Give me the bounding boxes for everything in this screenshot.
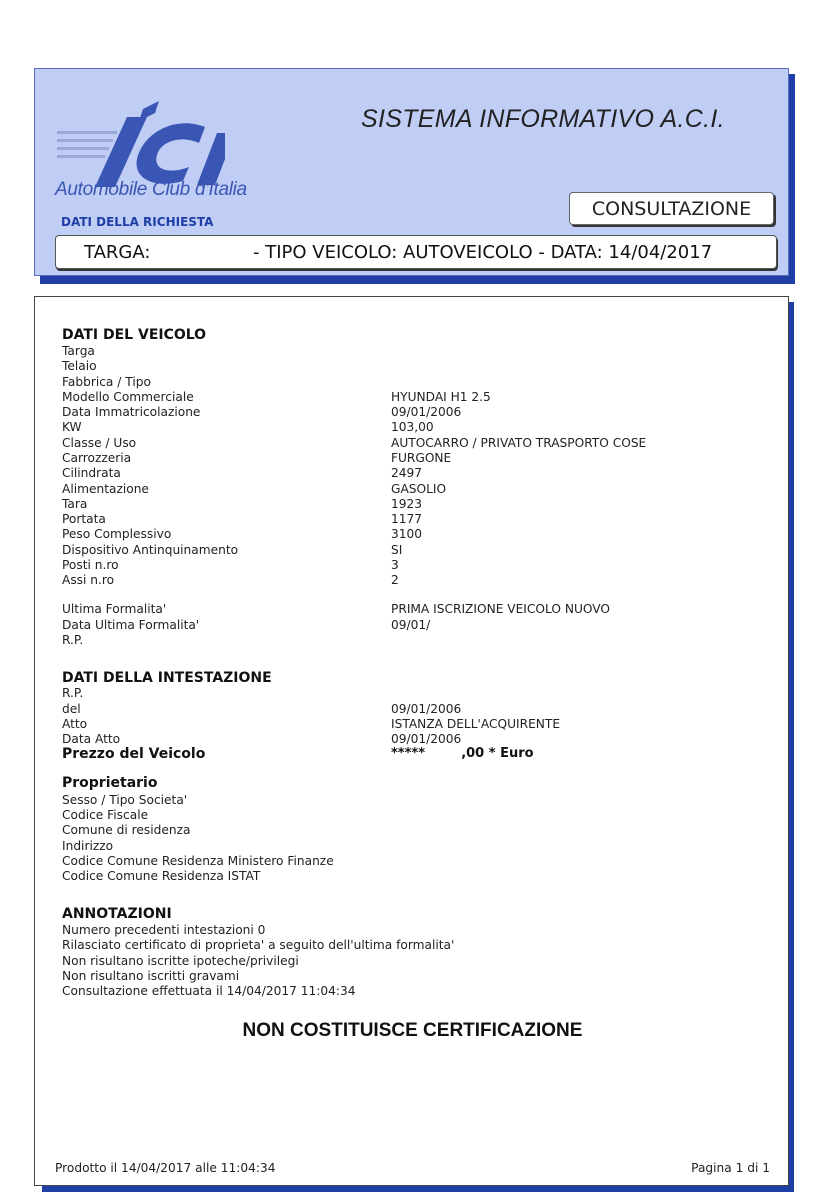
owner-row: Codice Comune Residenza ISTAT [62,869,261,883]
vehicle-row [62,375,762,390]
row-value: 2497 [391,466,423,480]
vehicle-row [62,482,762,497]
row-value: 1923 [391,497,423,511]
row-label: Ultima Formalita' [62,602,167,616]
vehicle-row [62,436,762,451]
price-label: Prezzo del Veicolo [62,746,206,762]
annotation-line: Non risultano iscritti gravami [62,969,240,983]
row-label: Data Immatricolazione [62,405,201,419]
row-label: Telaio [62,359,97,373]
vehicle-row [62,420,762,435]
row-label: Portata [62,512,106,526]
row-value: 2 [391,573,399,587]
owner-row: Codice Fiscale [62,808,149,822]
annotation-line: Rilasciato certificato di proprieta' a seguito dell'ultima formalita' [62,938,455,952]
row-label: KW [62,420,82,434]
row-label: Modello Commerciale [62,390,194,404]
vehicle-row [62,405,762,420]
row-label: Fabbrica / Tipo [62,375,151,389]
annotation-line: Non risultano iscritte ipoteche/privilegi [62,954,299,968]
vehicle-row [62,527,762,542]
row-value: FURGONE [391,451,452,465]
row-label: Peso Complessivo [62,527,172,541]
row-label: Cilindrata [62,466,121,480]
row-value: PRIMA ISCRIZIONE VEICOLO NUOVO [391,602,610,616]
vehicle-row [62,451,762,466]
system-title: SISTEMA INFORMATIVO A.C.I. [361,105,725,133]
row-value: 09/01/2006 [391,732,462,746]
annotations-section-title: ANNOTAZIONI [62,906,172,922]
row-label: Data Atto [62,732,121,746]
vehicle-section-title: DATI DEL VEICOLO [62,327,207,343]
ownership-row [62,686,762,701]
formality-row [62,618,762,633]
vehicle-row [62,543,762,558]
row-label: R.P. [62,686,84,700]
annotation-line: Consultazione effettuata il 14/04/2017 11:04:34 [62,984,356,998]
price-value: ***** ,00 * Euro [391,746,534,761]
row-label: Posti n.ro [62,558,119,572]
row-label: Assi n.ro [62,573,115,587]
vehicle-row [62,497,762,512]
row-value: SI [391,543,403,557]
row-value: GASOLIO [391,482,447,496]
vehicle-price-row [62,746,762,764]
formality-row [62,602,762,617]
ownership-row [62,732,762,747]
vehicle-row [62,512,762,527]
vehicle-row [62,558,762,573]
row-label: Classe / Uso [62,436,137,450]
vehicle-row [62,390,762,405]
row-value: 103,00 [391,420,434,434]
row-value: AUTOCARRO / PRIVATO TRASPORTO COSE [391,436,647,450]
ownership-row [62,702,762,717]
row-value: 3100 [391,527,423,541]
ownership-section-title: DATI DELLA INTESTAZIONE [62,670,272,686]
annotation-line: Numero precedenti intestazioni 0 [62,923,266,937]
header-panel [34,68,789,276]
footer-page-number: Pagina 1 di 1 [691,1161,770,1175]
row-label: Targa [62,344,95,358]
request-details: - TIPO VEICOLO: AUTOVEICOLO - DATA: 14/04/2017 [253,242,713,263]
row-value: 09/01/ [391,618,431,632]
vehicle-row [62,466,762,481]
owner-row: Sesso / Tipo Societa' [62,793,188,807]
request-summary-box [55,235,777,269]
row-label: Data Ultima Formalita' [62,618,200,632]
row-value: 09/01/2006 [391,702,462,716]
row-value: 09/01/2006 [391,405,462,419]
row-value: 1177 [391,512,423,526]
row-label: Atto [62,717,88,731]
row-label: Carrozzeria [62,451,132,465]
request-targa-label: TARGA: [84,242,151,263]
vehicle-row [62,573,762,588]
request-section-label: DATI DELLA RICHIESTA [61,215,214,229]
org-name: Automobile Club d'Italia [55,179,247,200]
row-value: 3 [391,558,399,572]
owner-row: Comune di residenza [62,823,191,837]
footer-produced: Prodotto il 14/04/2017 alle 11:04:34 [55,1161,276,1175]
row-label: Dispositivo Antinquinamento [62,543,239,557]
row-value: HYUNDAI H1 2.5 [391,390,491,404]
owner-row: Indirizzo [62,839,114,853]
ownership-row [62,717,762,732]
row-value: ISTANZA DELL'ACQUIRENTE [391,717,561,731]
row-label: R.P. [62,633,84,647]
row-label: Tara [62,497,88,511]
consultazione-button[interactable]: CONSULTAZIONE [569,192,774,225]
vehicle-row [62,344,762,359]
row-label: Alimentazione [62,482,149,496]
certification-notice: NON COSTITUISCE CERTIFICAZIONE [242,1020,583,1041]
document-body [34,296,789,1186]
vehicle-row [62,359,762,374]
formality-row [62,633,762,648]
owner-section-title: Proprietario [62,775,158,791]
row-label: del [62,702,81,716]
owner-row: Codice Comune Residenza Ministero Finanze [62,854,334,868]
